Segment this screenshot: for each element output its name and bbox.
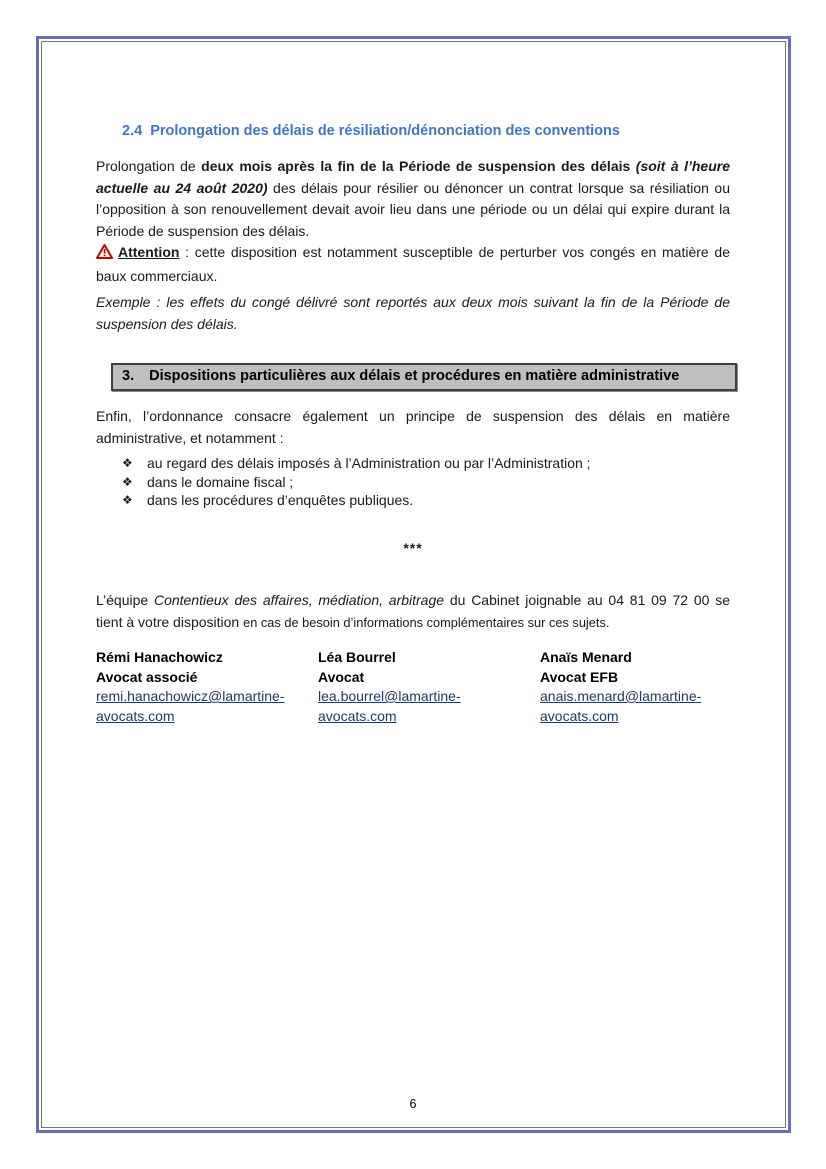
paragraph-run: du Cabinet joignable au 04 81 09 72 00 se tient à votre disposition	[96, 592, 730, 630]
section-2-4-title: Prolongation des délais de résiliation/dénonciation des conventions	[150, 123, 620, 139]
paragraph-run-italic: Contentieux des affaires, médiation, arbitrage	[153, 592, 445, 608]
list-item-text: dans le domaine fiscal ;	[147, 473, 294, 490]
closing-paragraph	[96, 590, 730, 633]
asterisk-separator: ***	[403, 540, 423, 556]
section-3-heading-box	[111, 363, 737, 391]
list-item-text: au regard des délais imposés à l’Administration ou par l’Administration ;	[147, 455, 591, 471]
diamond-bullet-icon: ❖	[122, 474, 133, 489]
contacts-block	[96, 648, 730, 726]
diamond-bullet-icon: ❖	[122, 456, 133, 470]
contact-title: Avocat EFB	[540, 668, 619, 685]
paragraph-run-small: en cas de besoin d’informations complémentaires sur ces sujets.	[243, 614, 610, 630]
contact-email-link[interactable]: remi.hanachowicz@lamartine-avocats.com	[96, 688, 285, 724]
exemple-paragraph: Exemple : les effets du congé délivré sont reportés aux deux mois suivant la fin de la Période de suspension des délais.	[96, 294, 730, 332]
section-2-4-heading	[122, 121, 730, 143]
contact-title: Avocat associé	[96, 668, 198, 685]
contact-email-link[interactable]: anais.menard@lamartine-avocats.com	[540, 688, 702, 724]
contact-title: Avocat	[318, 668, 365, 685]
paragraph-run: L’équipe	[96, 592, 154, 608]
page-number: 6	[409, 1097, 417, 1111]
contact-card	[96, 648, 318, 726]
paragraph-run-bold: deux mois après la fin de la Période de suspension des délais	[201, 158, 636, 174]
attention-text: : cette disposition est notamment susceptible de perturber vos congés en matière de baux commerciaux.	[96, 244, 730, 284]
document-body	[96, 0, 730, 1169]
contact-card	[318, 648, 540, 726]
diamond-bullet-icon: ❖	[122, 493, 133, 507]
paragraph-run: Prolongation de	[96, 158, 202, 174]
section-3-bullet-list	[122, 454, 712, 510]
attention-paragraph	[96, 242, 730, 287]
contact-email-link[interactable]: lea.bourrel@lamartine-avocats.com	[318, 688, 461, 724]
list-item	[122, 491, 712, 510]
contact-name: Léa Bourrel	[318, 649, 396, 665]
paragraph-run: des délais pour résilier ou dénoncer un contrat lorsque sa résiliation ou l’opposition à son renouvellement devait avoir lieu dans une période ou un délai qui expire durant la Période de suspension des délais.	[96, 179, 731, 239]
paragraph-run-bold-italic: (soit à l’heure actuelle au 24 août 2020)	[96, 158, 730, 196]
prolongation-paragraph	[96, 156, 730, 242]
list-item	[122, 454, 712, 473]
section-3-title: Dispositions particulières aux délais et procédures en matière administrative	[149, 368, 680, 385]
contact-card	[540, 648, 730, 726]
section-3-number: 3.	[122, 368, 135, 385]
list-item-text: dans les procédures d’enquêtes publiques.	[147, 492, 414, 508]
section-3-intro-paragraph: Enfin, l’ordonnance consacre également un principe de suspension des délais en matière administrative, et notamment :	[96, 408, 730, 446]
contact-name: Anaïs Menard	[540, 649, 632, 665]
section-2-4-number: 2.4	[122, 123, 143, 139]
warning-icon	[96, 244, 113, 266]
contact-name: Rémi Hanachowicz	[96, 649, 223, 665]
attention-label: Attention	[118, 244, 180, 260]
list-item	[122, 473, 712, 492]
